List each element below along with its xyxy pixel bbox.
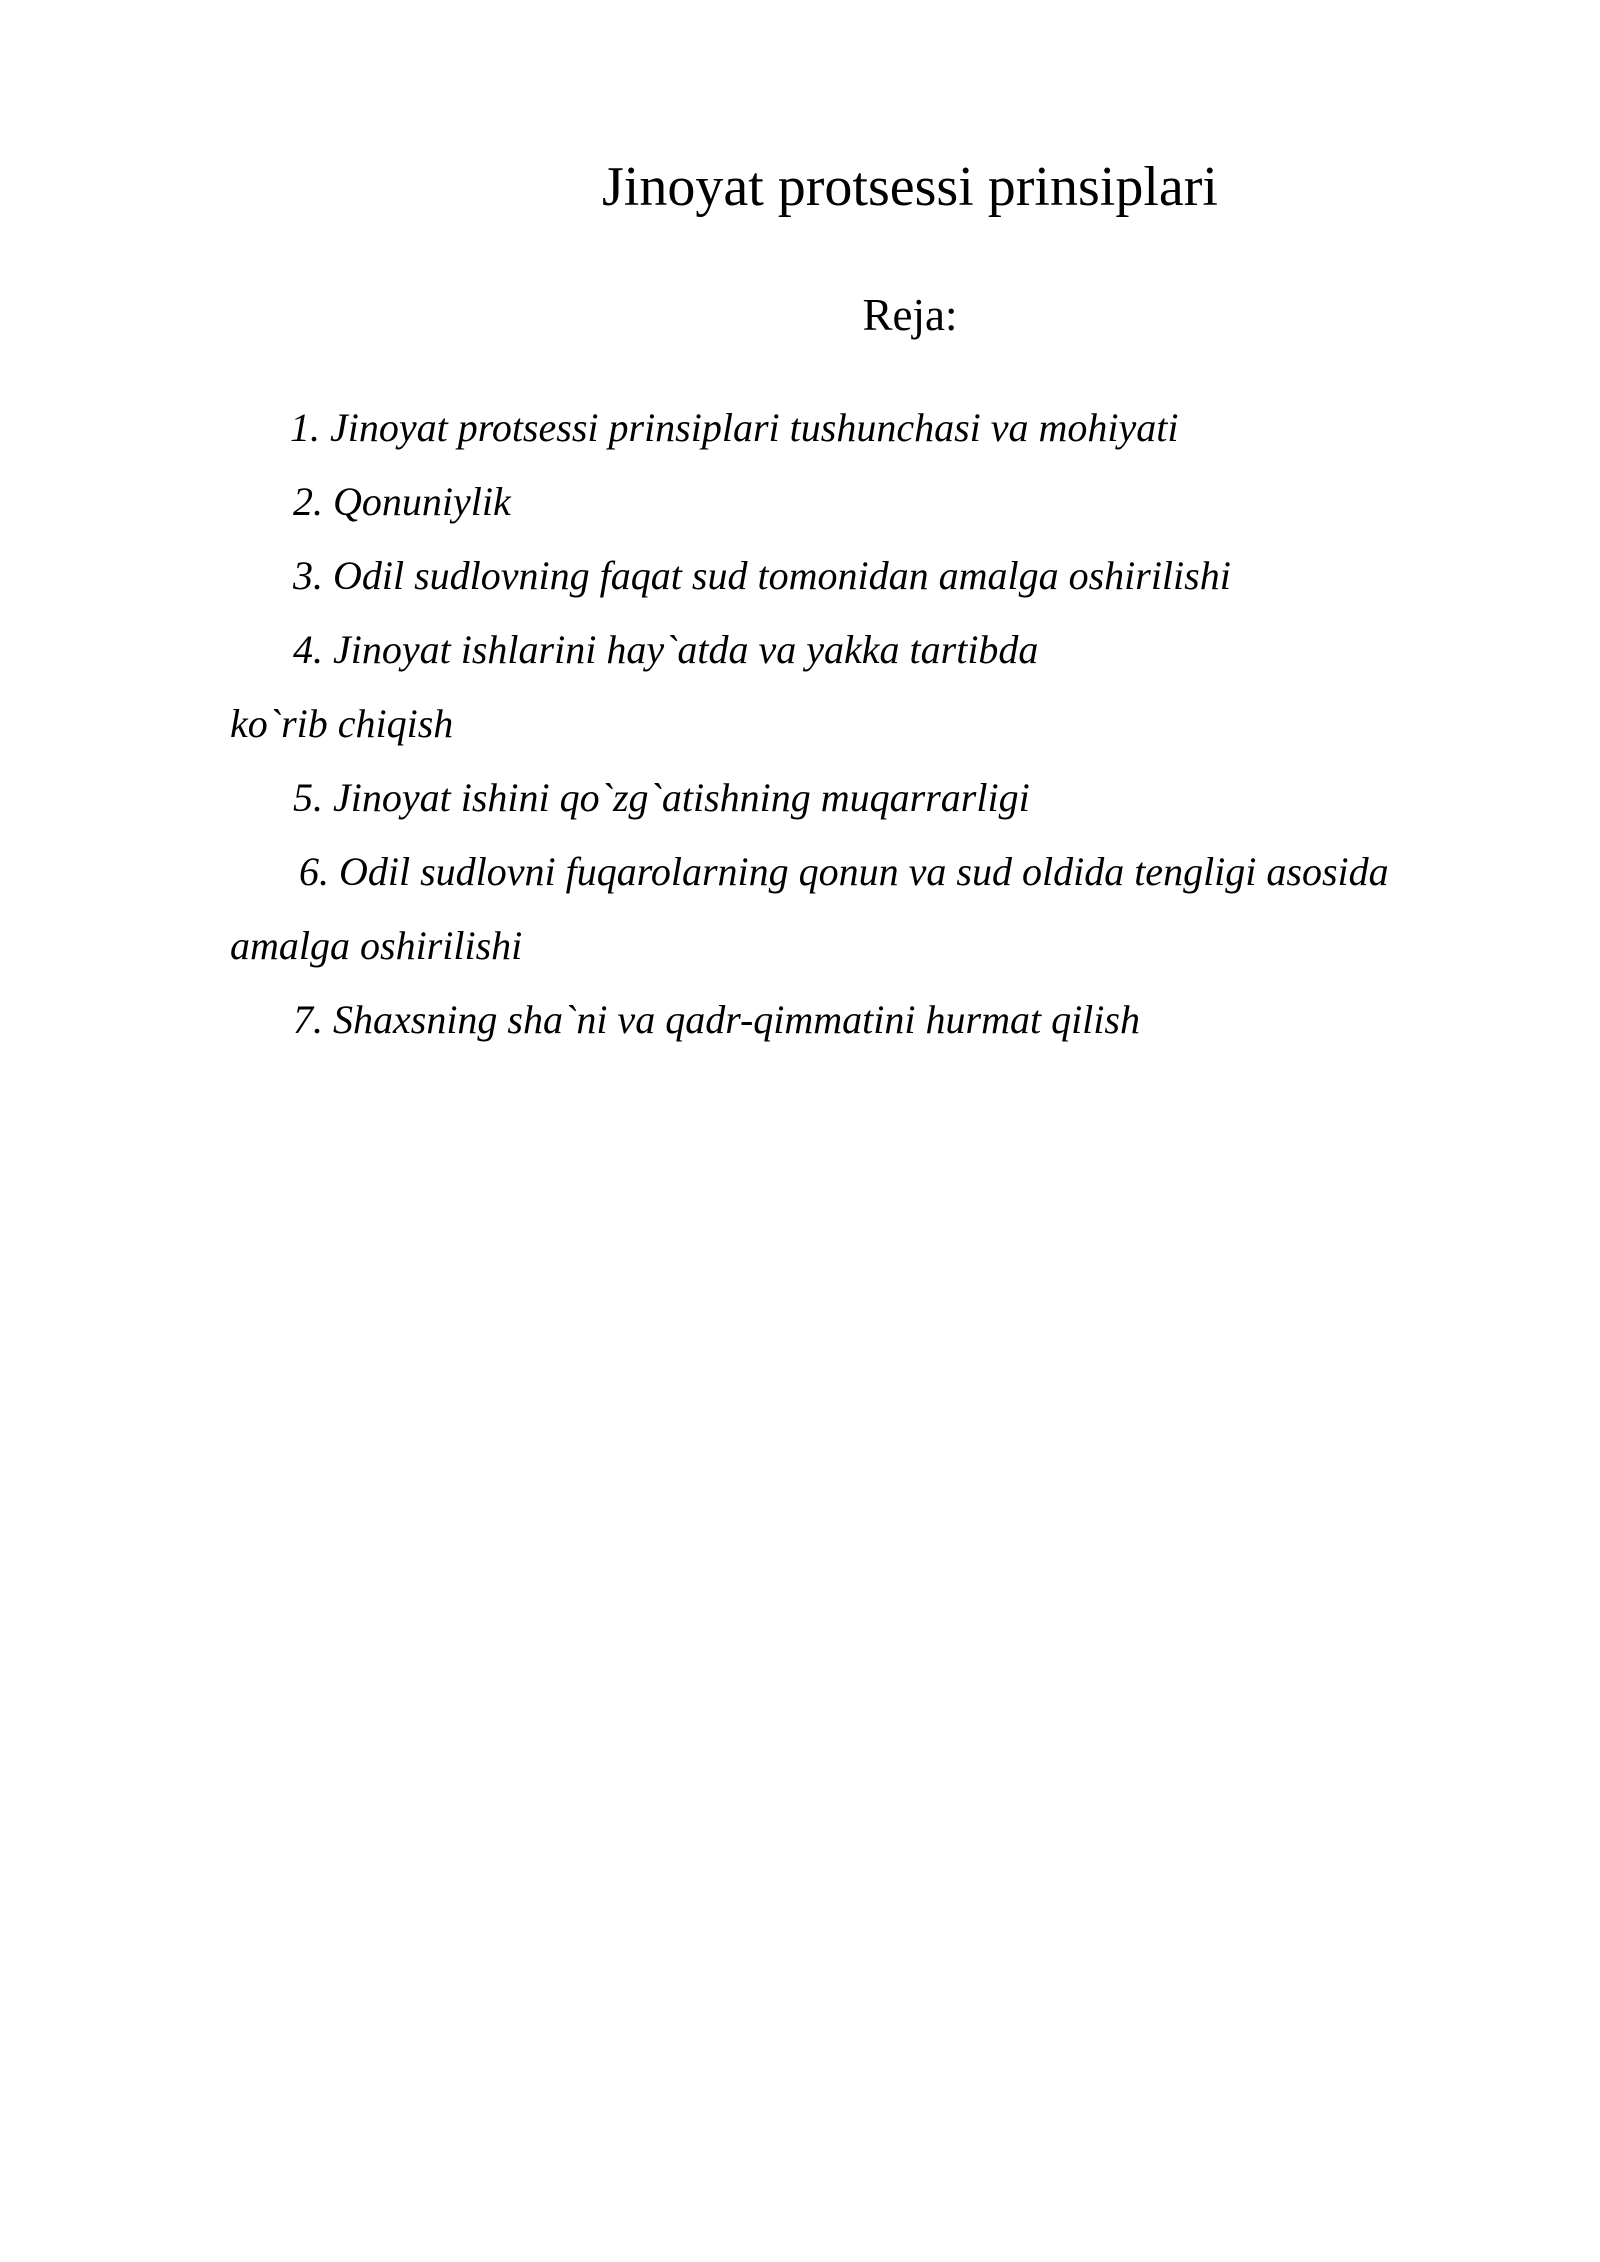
plan-item-7: 7. Shaxsning sha`ni va qadr-qimmatini hurmat qilish [293, 997, 1140, 1042]
plan-item-1: 1. Jinoyat protsessi prinsiplari tushunchasi va mohiyati [290, 405, 1179, 450]
plan-heading: Reja: [862, 290, 958, 340]
plan-item-4: 4. Jinoyat ishlarini hay`atda va yakka tartibda [293, 627, 1039, 672]
plan-item-5: 5. Jinoyat ishini qo`zg`atishning muqarrarligi [293, 775, 1030, 820]
page-title: Jinoyat protsessi prinsiplari [602, 156, 1218, 218]
plan-item-6-continuation: amalga oshirilishi [230, 923, 523, 968]
plan-item-6: 6. Odil sudlovni fuqarolarning qonun va sud oldida tengligi asosida [299, 849, 1389, 894]
plan-item-4-continuation: ko`rib chiqish [230, 701, 454, 746]
plan-item-3: 3. Odil sudlovning faqat sud tomonidan amalga oshirilishi [293, 553, 1231, 598]
plan-item-2: 2. Qonuniylik [293, 479, 511, 524]
